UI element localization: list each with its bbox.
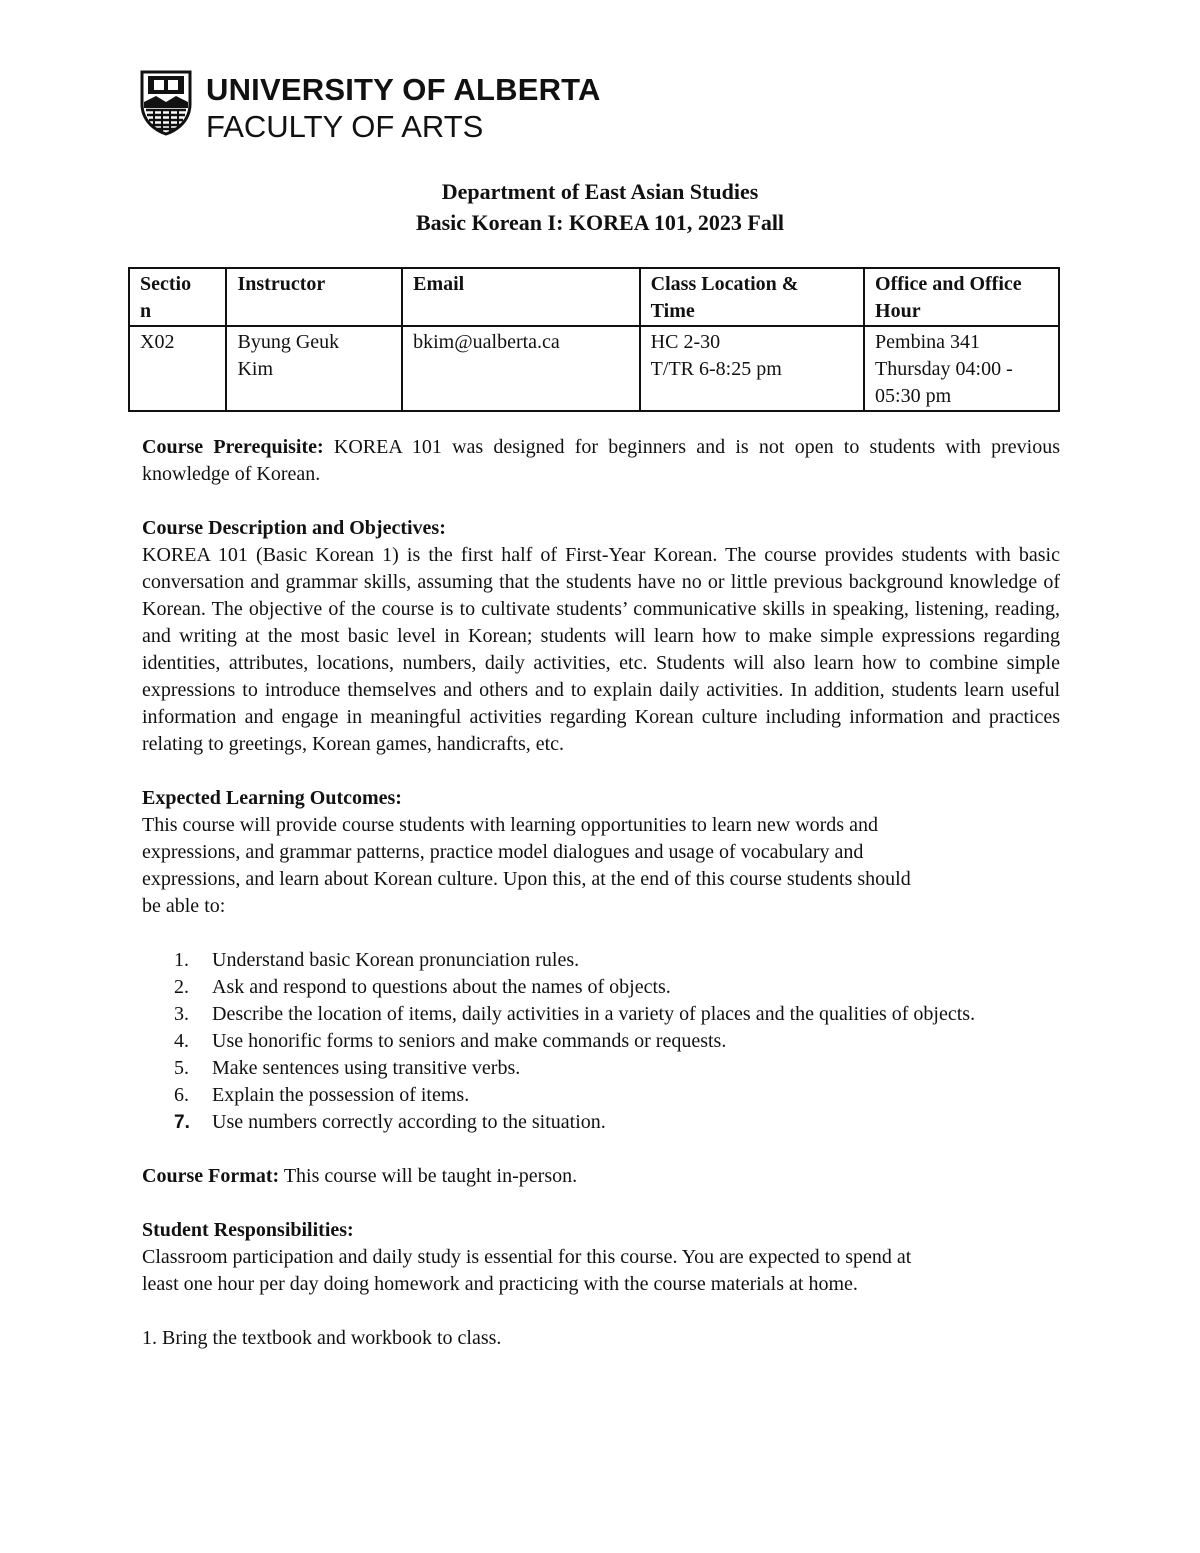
cell-email: bkim@ualberta.ca: [402, 326, 640, 411]
format-text: This course will be taught in-person.: [279, 1165, 578, 1187]
responsibilities-line: least one hour per day doing homework and practicing with the course materials at home.: [142, 1273, 858, 1295]
prerequisite-label: Course Prerequisite:: [142, 436, 324, 458]
faculty-name: FACULTY OF ARTS: [206, 109, 484, 144]
cell-instructor: Byung Geuk Kim: [226, 326, 402, 411]
outcomes-intro-line: be able to:: [142, 895, 226, 917]
cell-section: X02: [129, 326, 226, 411]
course-info-table: [128, 267, 1060, 412]
document-title: [0, 176, 1200, 238]
responsibilities-heading: Student Responsibilities:: [142, 1219, 354, 1241]
university-shield-icon: [140, 70, 192, 136]
outcomes-intro-line: expressions, and learn about Korean culture. Upon this, at the end of this course students should: [142, 868, 911, 890]
responsibilities-line: Classroom participation and daily study is essential for this course. You are expected to spend at: [142, 1246, 912, 1268]
list-item: 6. Explain the possession of items.: [174, 1084, 470, 1106]
prerequisite-text: KOREA 101 was designed for beginners and is not open to students with previous knowledge of Korean.: [142, 436, 1060, 485]
description-text: KOREA 101 (Basic Korean 1) is the first half of First-Year Korean. The course provides students with basic conversation and grammar skills, assuming that the students have no or little previous background knowledge of Korean. The objective of the course is to cultivate students’ communicative skills in speaking, listening, reading, and writing at the most basic level in Korean; students will learn how to make simple expressions regarding identities, attributes, locations, numbers, daily activities, etc. Students will also learn how to combine simple expressions to introduce themselves and others and to explain daily activities. In addition, students learn useful information and engage in meaningful activities regarding Korean culture including information and practices relating to greetings, Korean games, handicrafts, etc.: [142, 544, 1060, 755]
outcomes-heading: Expected Learning Outcomes:: [142, 787, 402, 809]
responsibility-item: 1. Bring the textbook and workbook to class.: [142, 1327, 502, 1349]
department-title: Department of East Asian Studies: [441, 179, 759, 204]
header-section: Sectio n: [129, 268, 226, 326]
outcomes-intro-line: This course will provide course students with learning opportunities to learn new words and: [142, 814, 878, 836]
table-header-row: [129, 268, 1059, 326]
university-logo: [140, 70, 601, 142]
outcomes-intro-line: expressions, and grammar patterns, practice model dialogues and usage of vocabulary and: [142, 841, 864, 863]
table-row: [129, 326, 1059, 411]
header-office: Office and Office Hour: [864, 268, 1059, 326]
list-item: 1. Understand basic Korean pronunciation rules.: [174, 949, 580, 971]
university-name: UNIVERSITY OF ALBERTA: [206, 72, 601, 107]
logo-text: [206, 70, 601, 142]
description-heading: Course Description and Objectives:: [142, 517, 446, 539]
document-body: [142, 434, 1060, 1352]
cell-location: HC 2-30 T/TR 6-8:25 pm: [640, 326, 864, 411]
cell-office: Pembina 341 Thursday 04:00 - 05:30 pm: [864, 326, 1059, 411]
course-title: Basic Korean I: KOREA 101, 2023 Fall: [415, 210, 785, 235]
header-location: Class Location & Time: [640, 268, 864, 326]
list-item: 5. Make sentences using transitive verbs.: [174, 1057, 521, 1079]
prerequisite-paragraph: [142, 434, 1060, 488]
format-label: Course Format:: [142, 1165, 280, 1187]
header-instructor: Instructor: [226, 268, 402, 326]
format-paragraph: [142, 1163, 1060, 1190]
list-item: 2. Ask and respond to questions about the names of objects.: [174, 976, 671, 998]
list-item: 4. Use honorific forms to seniors and make commands or requests.: [174, 1030, 727, 1052]
outcomes-list: [142, 947, 1060, 1136]
list-item: 3. Describe the location of items, daily activities in a variety of places and the qualities of objects.: [174, 1003, 976, 1025]
list-item: 7. Use numbers correctly according to the situation.: [174, 1111, 606, 1133]
header-email: Email: [402, 268, 640, 326]
